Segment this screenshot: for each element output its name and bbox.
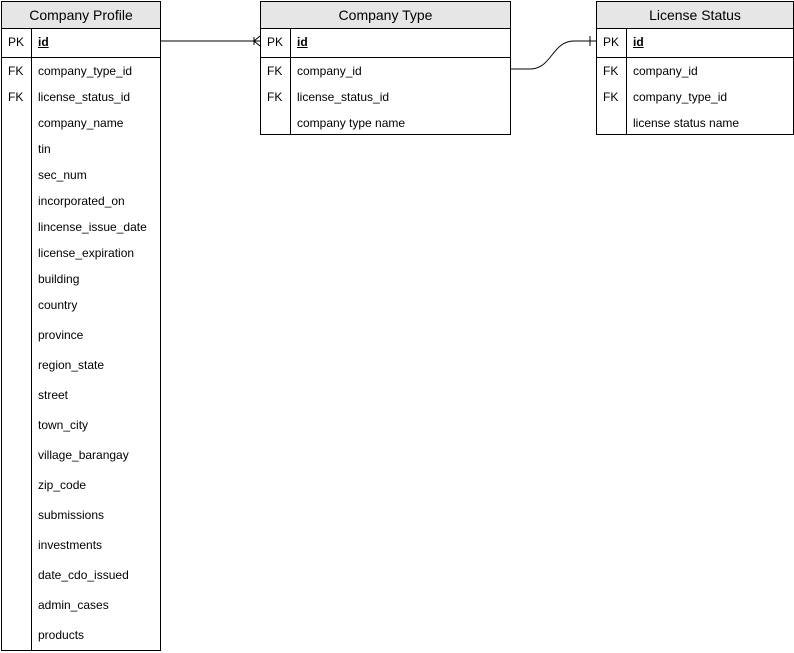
row-field-name: license_status_id — [38, 90, 131, 104]
pk-label: PK — [8, 35, 25, 49]
row-field-name: sec_num — [38, 168, 87, 182]
row-key-label: FK — [8, 64, 24, 78]
row-field-name: company_type_id — [38, 64, 133, 78]
row-field-name: company_type_id — [633, 90, 728, 104]
row-field-name: license status name — [633, 116, 740, 130]
crow-foot-upper-marker — [254, 36, 260, 41]
row-field-name: license_expiration — [38, 246, 135, 260]
row-field-name: products — [38, 628, 85, 642]
entity-title: License Status — [597, 2, 793, 29]
row-field-name: company_id — [633, 64, 698, 78]
row-field-name: license_status_id — [297, 90, 390, 104]
row-field-name: submissions — [38, 508, 105, 522]
row-field-name: company_name — [38, 116, 124, 130]
row-field-name: town_city — [38, 418, 89, 432]
pk-label: PK — [267, 35, 284, 49]
row-field-name: company type name — [297, 116, 406, 130]
row-key-label: FK — [603, 90, 619, 104]
entity-title: Company Type — [261, 2, 510, 29]
row-field-name: company_id — [297, 64, 362, 78]
row-field-name: zip_code — [38, 478, 87, 492]
pk-field: id — [38, 35, 49, 49]
row-key-label: FK — [267, 90, 283, 104]
row-field-name: street — [38, 388, 69, 402]
row-field-name: province — [38, 328, 84, 342]
relationship-line — [511, 41, 596, 69]
crow-foot-lower-marker — [254, 41, 260, 46]
row-field-name: investments — [38, 538, 103, 552]
pk-field: id — [633, 35, 644, 49]
row-field-name: admin_cases — [38, 598, 109, 612]
row-field-name: tin — [38, 142, 51, 156]
row-field-name: village_barangay — [38, 448, 129, 462]
row-key-label: FK — [8, 90, 24, 104]
row-key-label: FK — [603, 64, 619, 78]
pk-field: id — [297, 35, 308, 49]
row-field-name: region_state — [38, 358, 105, 372]
row-field-name: date_cdo_issued — [38, 568, 129, 582]
row-key-label: FK — [267, 64, 283, 78]
row-field-name: building — [38, 272, 80, 286]
pk-label: PK — [603, 35, 620, 49]
row-field-name: country — [38, 298, 78, 312]
entity-title: Company Profile — [2, 2, 160, 29]
row-field-name: incorporated_on — [38, 194, 125, 208]
relationship-profile-to-type[interactable] — [161, 36, 260, 46]
row-field-name: lincense_issue_date — [38, 220, 147, 234]
relationship-type-to-status[interactable] — [511, 36, 596, 69]
